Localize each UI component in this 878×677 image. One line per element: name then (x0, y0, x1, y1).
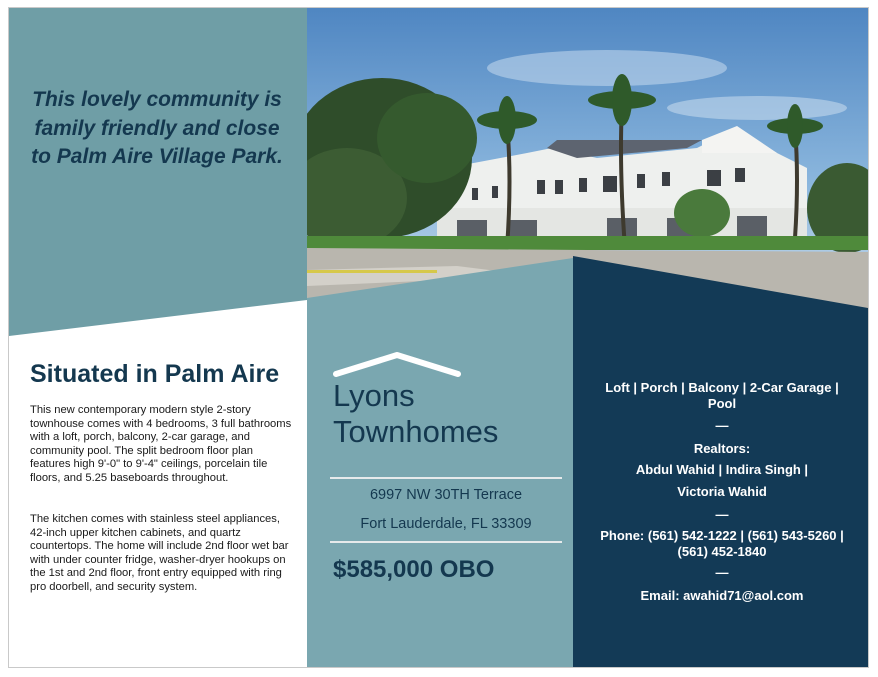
roof-logo-icon (332, 350, 462, 378)
phone-numbers: Phone: (561) 542-1222 | (561) 543-5260 | (561) 452-1840 (600, 528, 844, 559)
divider (330, 541, 562, 543)
realtors-names: Abdul Wahid | Indira Singh | (635, 462, 809, 477)
description-paragraph: This new contemporary modern style 2-story townhouse comes with 4 bedrooms, 3 full bathrooms with a loft, porch, balcony, 2-car garage, and community pool. The split bedroom floor plan features high 9'-0" to 9'-4" ceilings, porcelain tile floors, and 5.25 baseboards throughout. (30, 404, 292, 484)
email-address[interactable]: Email: awahid71@aol.com (640, 588, 804, 603)
divider-dash: — (715, 565, 729, 580)
divider-dash: — (715, 418, 729, 433)
realtors-label: Realtors: (693, 441, 751, 456)
tagline-background (9, 8, 307, 338)
divider-dash: — (715, 507, 729, 522)
brand-line: Townhomes (333, 414, 499, 449)
brand-line: Lyons (333, 378, 415, 413)
features-list: Loft | Porch | Balcony | 2-Car Garage | Pool (605, 380, 839, 411)
address-line (330, 487, 562, 503)
middle-panel (307, 258, 573, 667)
address-line: Fort Lauderdale, FL 33309 (360, 516, 532, 532)
brand-name (333, 378, 498, 450)
divider (330, 477, 562, 479)
section-title: Situated in Palm Aire (30, 360, 280, 388)
street-address: 6997 NW 30TH Terrace (369, 487, 523, 503)
tagline: This lovely community is family friendly and close to Palm Aire Village Park. (31, 88, 283, 168)
price: $585,000 OBO (333, 556, 495, 583)
description-paragraph: The kitchen comes with stainless steel appliances, 42-inch upper kitchen cabinets, and quartz countertops. The home will include 2nd floor wet bar with under counter fridge, washer-dryer hookups on the 1st and 2nd floor, front entry equipped with ring pro doorbell, and security system. (30, 513, 289, 593)
realtors-names: Victoria Wahid (677, 484, 767, 499)
